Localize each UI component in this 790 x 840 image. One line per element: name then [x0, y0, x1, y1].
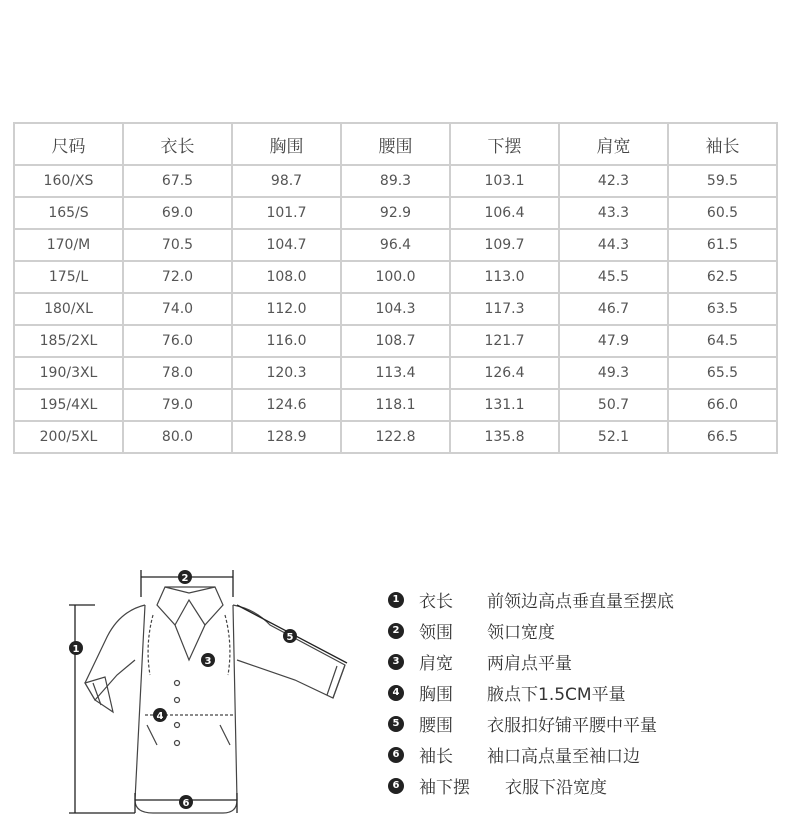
- legend-item-hem: [388, 770, 674, 801]
- table-cell: 109.7: [450, 229, 559, 261]
- legend-term: 腰围: [419, 716, 453, 736]
- legend-description: 衣服扣好铺平腰中平量: [487, 716, 657, 736]
- table-cell: 43.3: [559, 197, 668, 229]
- diagram-markers: [69, 570, 297, 809]
- table-cell: 103.1: [450, 165, 559, 197]
- legend-number: 5: [388, 716, 404, 732]
- coat-diagram: [65, 565, 365, 820]
- legend-item-chest: [388, 677, 674, 708]
- marker-chest: 4: [156, 711, 164, 722]
- table-cell: 59.5: [668, 165, 777, 197]
- table-cell: 92.9: [341, 197, 450, 229]
- table-row: [14, 293, 777, 325]
- table-row: [14, 261, 777, 293]
- table-cell: 128.9: [232, 421, 341, 453]
- legend-item-waist: [388, 708, 674, 739]
- table-cell: 80.0: [123, 421, 232, 453]
- header-length: 衣长: [123, 123, 232, 165]
- table-cell: 98.7: [232, 165, 341, 197]
- header-waist: 腰围: [341, 123, 450, 165]
- table-cell: 89.3: [341, 165, 450, 197]
- table-cell: 195/4XL: [14, 389, 123, 421]
- table-cell: 52.1: [559, 421, 668, 453]
- table-cell: 121.7: [450, 325, 559, 357]
- table-cell: 47.9: [559, 325, 668, 357]
- legend-item-length: [388, 584, 674, 615]
- table-cell: 104.7: [232, 229, 341, 261]
- table-cell: 61.5: [668, 229, 777, 261]
- table-cell: 76.0: [123, 325, 232, 357]
- table-cell: 64.5: [668, 325, 777, 357]
- legend-description: 衣服下沿宽度: [505, 778, 607, 798]
- size-table: [13, 122, 778, 454]
- table-cell: 60.5: [668, 197, 777, 229]
- header-chest: 胸围: [232, 123, 341, 165]
- table-cell: 96.4: [341, 229, 450, 261]
- table-cell: 106.4: [450, 197, 559, 229]
- table-cell: 112.0: [232, 293, 341, 325]
- table-cell: 122.8: [341, 421, 450, 453]
- legend-number: 6: [388, 747, 404, 763]
- measurement-legend: [388, 584, 674, 801]
- legend-description: 领口宽度: [487, 623, 555, 643]
- header-shoulder: 肩宽: [559, 123, 668, 165]
- legend-description: 袖口高点量至袖口边: [487, 747, 640, 767]
- legend-description: 两肩点平量: [487, 654, 572, 674]
- legend-number: 1: [388, 592, 404, 608]
- marker-collar: 2: [181, 573, 189, 584]
- table-cell: 117.3: [450, 293, 559, 325]
- legend-term: 领围: [419, 623, 453, 643]
- legend-item-shoulder: [388, 646, 674, 677]
- legend-number: 3: [388, 654, 404, 670]
- table-cell: 160/XS: [14, 165, 123, 197]
- table-cell: 67.5: [123, 165, 232, 197]
- table-body: [14, 165, 777, 453]
- table-cell: 116.0: [232, 325, 341, 357]
- table-cell: 49.3: [559, 357, 668, 389]
- legend-term: 胸围: [419, 685, 453, 705]
- table-cell: 62.5: [668, 261, 777, 293]
- table-cell: 124.6: [232, 389, 341, 421]
- table-cell: 45.5: [559, 261, 668, 293]
- table-cell: 101.7: [232, 197, 341, 229]
- table-cell: 180/XL: [14, 293, 123, 325]
- table-row: [14, 229, 777, 261]
- table-cell: 46.7: [559, 293, 668, 325]
- legend-item-sleeve: [388, 739, 674, 770]
- header-hem: 下摆: [450, 123, 559, 165]
- table-row: [14, 197, 777, 229]
- table-cell: 190/3XL: [14, 357, 123, 389]
- table-row: [14, 421, 777, 453]
- table-cell: 185/2XL: [14, 325, 123, 357]
- table-cell: 131.1: [450, 389, 559, 421]
- table-cell: 165/S: [14, 197, 123, 229]
- legend-item-collar: [388, 615, 674, 646]
- table-cell: 72.0: [123, 261, 232, 293]
- marker-length: 1: [72, 644, 80, 655]
- legend-term: 衣长: [419, 592, 453, 612]
- table-cell: 120.3: [232, 357, 341, 389]
- table-cell: 66.0: [668, 389, 777, 421]
- table-cell: 200/5XL: [14, 421, 123, 453]
- table-cell: 118.1: [341, 389, 450, 421]
- legend-number: 2: [388, 623, 404, 639]
- table-row: [14, 357, 777, 389]
- table-cell: 69.0: [123, 197, 232, 229]
- table-row: [14, 389, 777, 421]
- marker-hem: 6: [182, 798, 190, 809]
- table-row: [14, 165, 777, 197]
- table-cell: 108.7: [341, 325, 450, 357]
- marker-shoulder: 3: [204, 656, 212, 667]
- table-cell: 79.0: [123, 389, 232, 421]
- table-cell: 170/M: [14, 229, 123, 261]
- table-cell: 70.5: [123, 229, 232, 261]
- legend-term: 袖长: [419, 747, 453, 767]
- legend-term: 袖下摆: [419, 778, 470, 798]
- header-sleeve: 袖长: [668, 123, 777, 165]
- table-cell: 50.7: [559, 389, 668, 421]
- legend-term: 肩宽: [419, 654, 453, 674]
- legend-number: 4: [388, 685, 404, 701]
- table-cell: 100.0: [341, 261, 450, 293]
- table-cell: 63.5: [668, 293, 777, 325]
- table-cell: 65.5: [668, 357, 777, 389]
- table-cell: 113.4: [341, 357, 450, 389]
- table-cell: 66.5: [668, 421, 777, 453]
- table-cell: 78.0: [123, 357, 232, 389]
- table-header-row: [14, 123, 777, 165]
- table-cell: 42.3: [559, 165, 668, 197]
- table-cell: 108.0: [232, 261, 341, 293]
- table-cell: 175/L: [14, 261, 123, 293]
- marker-waist: 5: [286, 632, 294, 643]
- table-cell: 135.8: [450, 421, 559, 453]
- legend-description: 前领边高点垂直量至摆底: [487, 592, 674, 612]
- legend-description: 腋点下1.5CM平量: [487, 685, 626, 705]
- table-row: [14, 325, 777, 357]
- legend-number: 6: [388, 778, 404, 794]
- table-cell: 126.4: [450, 357, 559, 389]
- table-cell: 74.0: [123, 293, 232, 325]
- header-size: 尺码: [14, 123, 123, 165]
- table-cell: 113.0: [450, 261, 559, 293]
- table-cell: 104.3: [341, 293, 450, 325]
- table-cell: 44.3: [559, 229, 668, 261]
